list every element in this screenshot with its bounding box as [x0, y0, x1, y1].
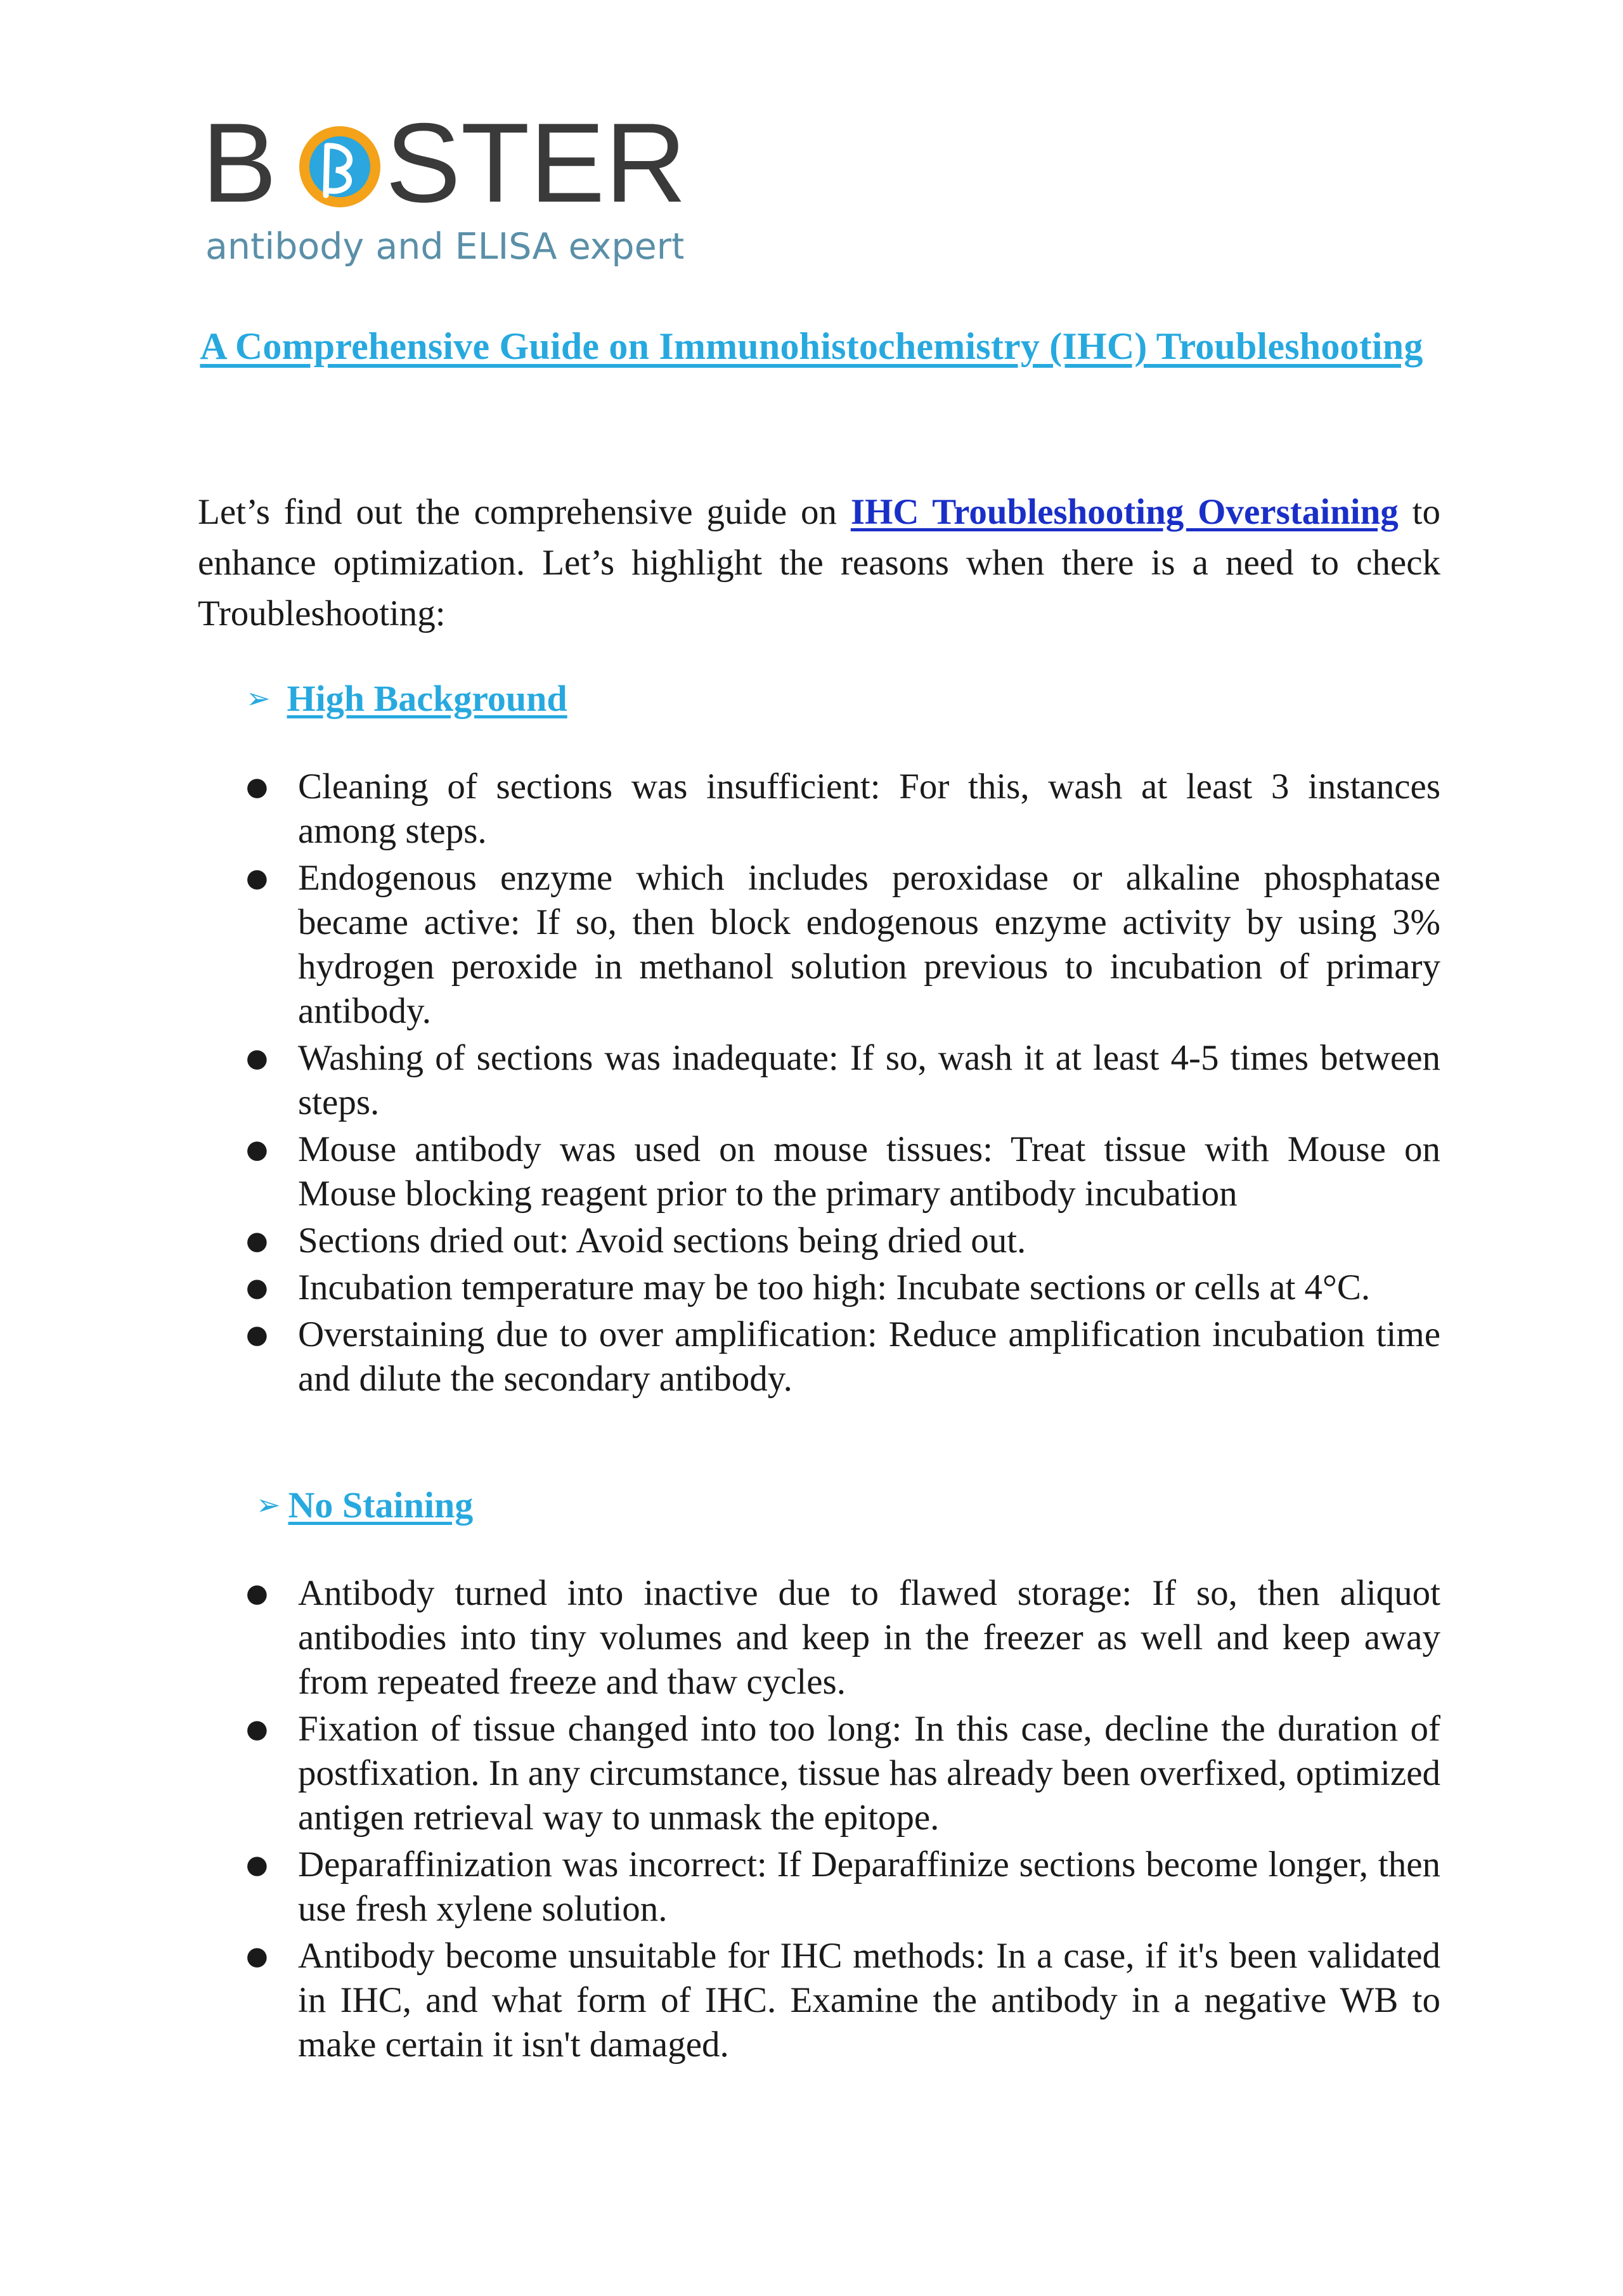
bullet-icon: ●: [246, 1320, 268, 1349]
high-background-list: [198, 765, 1440, 1404]
bullet-icon: ●: [246, 1579, 268, 1608]
arrow-bullet-icon: ➢: [246, 681, 271, 715]
arrow-bullet-icon: ➢: [256, 1488, 281, 1522]
page-title[interactable]: A Comprehensive Guide on Immunohistochemistry (IHC) Troubleshooting: [200, 325, 1423, 367]
intro-text-after: to enhance optimization. Let’s highlight the reasons when there is a need to check Troubleshooting:: [198, 492, 1440, 633]
no-staining-list: [198, 1571, 1440, 2070]
section-heading-high-background: [246, 677, 567, 720]
logo-o-icon: [299, 126, 380, 207]
bullet-icon: ●: [246, 1044, 268, 1073]
list-item: ● Mouse antibody was used on mouse tissues: Treat tissue with Mouse on Mouse blocking reagent prior to the primary antibody incubation: [198, 1127, 1440, 1216]
list-item: ● Endogenous enzyme which includes peroxidase or alkaline phosphatase became active: If so, then block endogenous enzyme activity by using 3% hydrogen peroxide in methanol solution previous to incubation of primary antibody.: [198, 856, 1440, 1034]
list-item: ● Antibody turned into inactive due to flawed storage: If so, then aliquot antibodies into tiny volumes and keep in the freezer as well and keep away from repeated freeze and thaw cycles.: [198, 1571, 1440, 1704]
bullet-icon: ●: [246, 1273, 268, 1302]
intro-paragraph: [198, 487, 1440, 639]
ihc-overstaining-link[interactable]: IHC Troubleshooting Overstaining: [850, 492, 1399, 532]
section-heading-label[interactable]: High Background: [287, 678, 567, 719]
list-item: ● Fixation of tissue changed into too long: In this case, decline the duration of postfixation. In any circumstance, tissue has already been overfixed, optimized antigen retrieval way to unmask the epitope.: [198, 1707, 1440, 1840]
intro-text-before: Let’s find out the comprehensive guide on: [198, 492, 851, 532]
section-heading-no-staining: [256, 1484, 473, 1526]
bullet-icon: ●: [246, 1135, 268, 1164]
list-item: ● Antibody become unsuitable for IHC methods: In a case, if it's been validated in IHC, and what form of IHC. Examine the antibody in a negative WB to make certain it isn't damaged.: [198, 1934, 1440, 2067]
list-item: ● Deparaffinization was incorrect: If Deparaffinize sections become longer, then use fresh xylene solution.: [198, 1843, 1440, 1931]
svg-text:STER: STER: [385, 107, 683, 226]
bullet-icon: ●: [246, 772, 268, 801]
bullet-icon: ●: [246, 864, 268, 893]
list-item: ● Sections dried out: Avoid sections being dried out.: [198, 1219, 1440, 1263]
bullet-icon: ●: [246, 1715, 268, 1744]
boster-logo: [202, 107, 683, 278]
list-item: ● Washing of sections was inadequate: If so, wash it at least 4-5 times between steps.: [198, 1036, 1440, 1125]
list-item: ● Overstaining due to over amplification: Reduce amplification incubation time and dilute the secondary antibody.: [198, 1313, 1440, 1401]
logo-tagline: antibody and ELISA experts: [205, 226, 683, 268]
svg-text:B: B: [202, 107, 277, 226]
boster-logo-graphic: [202, 107, 683, 278]
bullet-icon: ●: [246, 1850, 268, 1879]
bullet-icon: ●: [246, 1226, 268, 1255]
list-item: ● Incubation temperature may be too high: Incubate sections or cells at 4°C.: [198, 1266, 1440, 1310]
bullet-icon: ●: [246, 1942, 268, 1971]
section-heading-label[interactable]: No Staining: [288, 1484, 474, 1526]
list-item: ● Cleaning of sections was insufficient: For this, wash at least 3 instances among steps.: [198, 765, 1440, 853]
